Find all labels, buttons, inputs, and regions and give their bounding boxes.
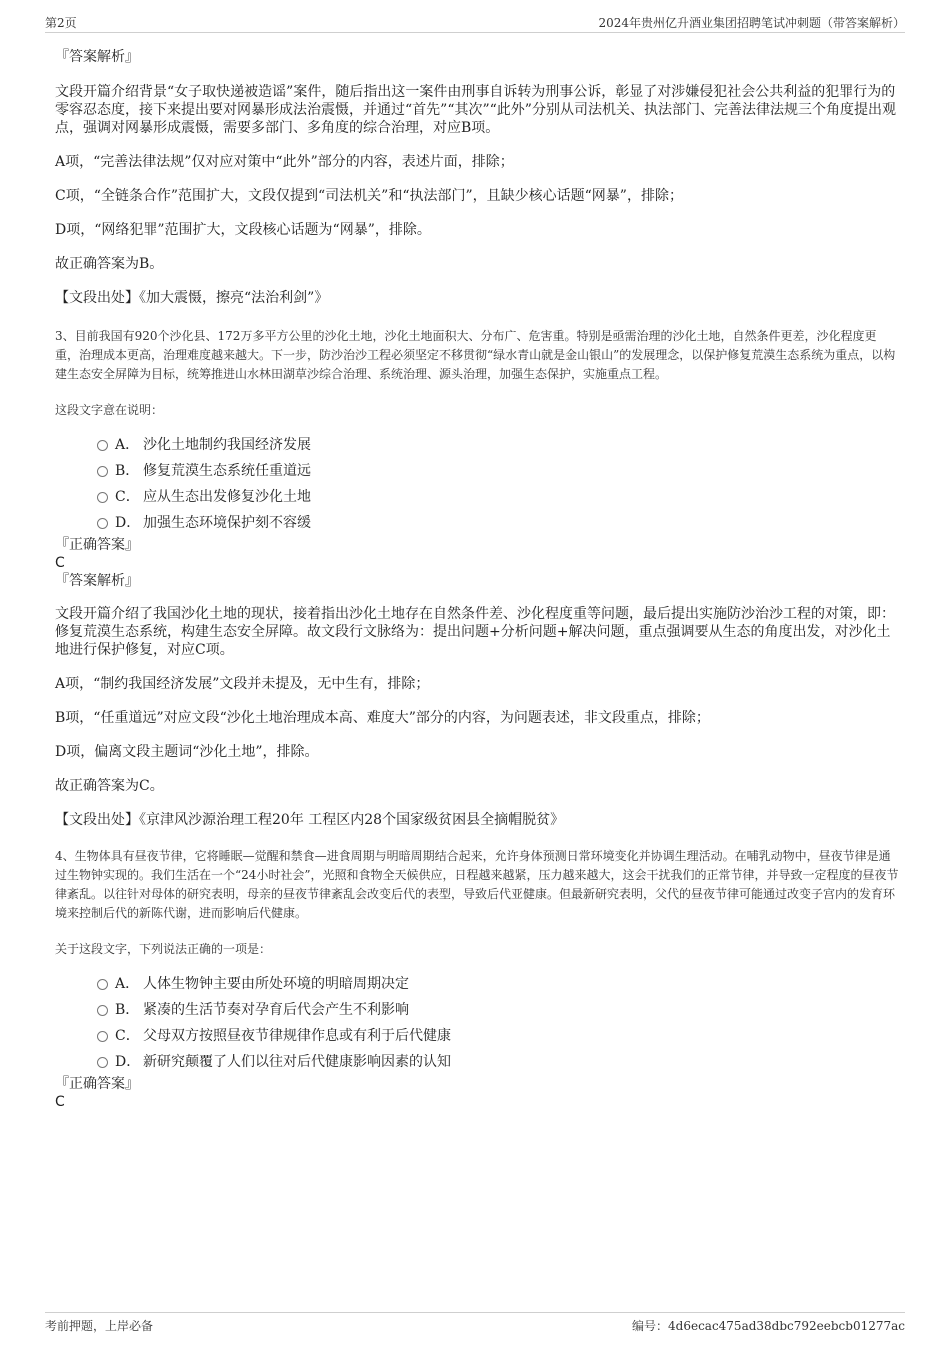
q3-option-d[interactable]: D． 加强生态环境保护刻不容缓 — [55, 514, 900, 540]
radio-icon[interactable] — [97, 518, 108, 529]
q3-answer: C — [55, 555, 65, 571]
q3-option-c[interactable]: C． 应从生态出发修复沙化土地 — [55, 488, 900, 514]
q4-option-b[interactable]: B． 紧凑的生活节奏对孕育后代会产生不利影响 — [55, 1001, 900, 1027]
q4-option-d[interactable]: D． 新研究颠覆了人们以往对后代健康影响因素的认知 — [55, 1053, 900, 1079]
q4-options — [55, 975, 900, 1079]
q2-source: 【文段出处】《加大震慑，擦亮“法治利剑”》 — [55, 290, 329, 306]
page-content — [55, 44, 900, 1111]
q3-stem: 3、目前我国有920个沙化县、172万多平方公里的沙化土地，沙化土地面积大、分布广、危害重。特别是亟需治理的沙化土地，自然条件更差，沙化程度更重，治理成本更高，治理难度越来越大。下一步，防沙治沙工程必须坚定不移贯彻“绿水青山就是金山银山”的发展理念，以保护修复荒漠生态系统为重点，以构建生态安全屏障为目标，统筹推进山水林田湖草沙综合治理、系统治理、源头治理，加强生态保护，实施重点工程。 — [55, 329, 896, 381]
q3-analysis-title: 『答案解析』 — [55, 573, 139, 589]
q3-source: 【文段出处】《京津风沙源治理工程20年 工程区内28个国家级贫困县全摘帽脱贫》 — [55, 812, 565, 828]
q2-option-d-note: D项，“网络犯罪”范围扩大，文段核心话题为“网暴”，排除。 — [55, 222, 431, 238]
q2-conclusion: 故正确答案为B。 — [55, 256, 164, 272]
q2-option-a-note: A项，“完善法律法规”仅对应对策中“此外”部分的内容，表述片面，排除； — [55, 154, 514, 170]
page-footer — [45, 1312, 905, 1335]
q4-answer: C — [55, 1094, 65, 1110]
q2-option-c-note: C项，“全链条合作”范围扩大，文段仅提到“司法机关”和“执法部门”，且缺少核心话题“网暴”，排除； — [55, 188, 683, 204]
q4-stem: 4、生物体具有昼夜节律，它将睡眠—觉醒和禁食—进食周期与明暗周期结合起来，允许身体预测日常环境变化并协调生理活动。在哺乳动物中，昼夜节律是通过生物钟实现的。我们生活在一个“24小时社会”，光照和食物全天候供应，日程越来越紧，压力越来越大，这会干扰我们的正常节律，并导致一定程度的昼夜节律紊乱。以往针对母体的研究表明，母亲的昼夜节律紊乱会改变后代的表型，导致后代亚健康。但最新研究表明，父代的昼夜节律可能通过改变子宫内的发育环境来控制后代的新陈代谢，进而影响后代健康。 — [55, 849, 899, 920]
q4-answer-title: 『正确答案』 — [55, 1076, 139, 1092]
q2-analysis-title: 『答案解析』 — [55, 49, 139, 65]
q3-option-b[interactable]: B． 修复荒漠生态系统任重道远 — [55, 462, 900, 488]
q3-option-a-note: A项，“制约我国经济发展”文段并未提及，无中生有，排除； — [55, 676, 430, 692]
q4-option-a[interactable]: A． 人体生物钟主要由所处环境的明暗周期决定 — [55, 975, 900, 1001]
radio-icon[interactable] — [97, 979, 108, 990]
q3-answer-title: 『正确答案』 — [55, 537, 139, 553]
page-number: 第2页 — [45, 16, 77, 30]
radio-icon[interactable] — [97, 466, 108, 477]
q3-analysis-body: 文段开篇介绍了我国沙化土地的现状，接着指出沙化土地存在自然条件差、沙化程度重等问题，最后提出实施防沙治沙工程的对策，即：修复荒漠生态系统，构建生态安全屏障。故文段行文脉络为：提出问题+分析问题+解决问题，重点强调要从生态的角度出发，对沙化土地进行保护修复，对应C项。 — [55, 606, 895, 658]
q3-option-d-note: D项，偏离文段主题词“沙化土地”，排除。 — [55, 744, 319, 760]
radio-icon[interactable] — [97, 1005, 108, 1016]
radio-icon[interactable] — [97, 492, 108, 503]
q3-conclusion: 故正确答案为C。 — [55, 778, 164, 794]
q3-option-a[interactable]: A． 沙化土地制约我国经济发展 — [55, 436, 900, 462]
q3-prompt: 这段文字意在说明： — [55, 403, 164, 417]
document-title: 2024年贵州亿升酒业集团招聘笔试冲刺题（带答案解析） — [598, 16, 905, 30]
radio-icon[interactable] — [97, 1057, 108, 1068]
q2-analysis-body: 文段开篇介绍背景“女子取快递被造谣”案件，随后指出这一案件由刑事自诉转为刑事公诉，彰显了对涉嫌侵犯社会公共利益的犯罪行为的零容忍态度，接下来提出要对网暴形成法治震慑，并通过“首先”“其次”“此外”分别从司法机关、执法部门、完善法律法规三个角度提出观点，强调对网暴形成震慑，需要多部门、多角度的综合治理，对应B项。 — [55, 84, 896, 136]
q3-option-b-note: B项，“任重道远”对应文段“沙化土地治理成本高、难度大”部分的内容，为问题表述，非文段重点，排除； — [55, 710, 710, 726]
document-id: 编号：4d6ecac475ad38dbc792eebcb01277ac — [632, 1319, 905, 1333]
page-header — [45, 12, 905, 33]
radio-icon[interactable] — [97, 1031, 108, 1042]
q3-options — [55, 436, 900, 540]
radio-icon[interactable] — [97, 440, 108, 451]
footer-slogan: 考前押题，上岸必备 — [45, 1319, 154, 1333]
q4-prompt: 关于这段文字，下列说法正确的一项是： — [55, 942, 272, 956]
q4-option-c[interactable]: C． 父母双方按照昼夜节律规律作息或有利于后代健康 — [55, 1027, 900, 1053]
